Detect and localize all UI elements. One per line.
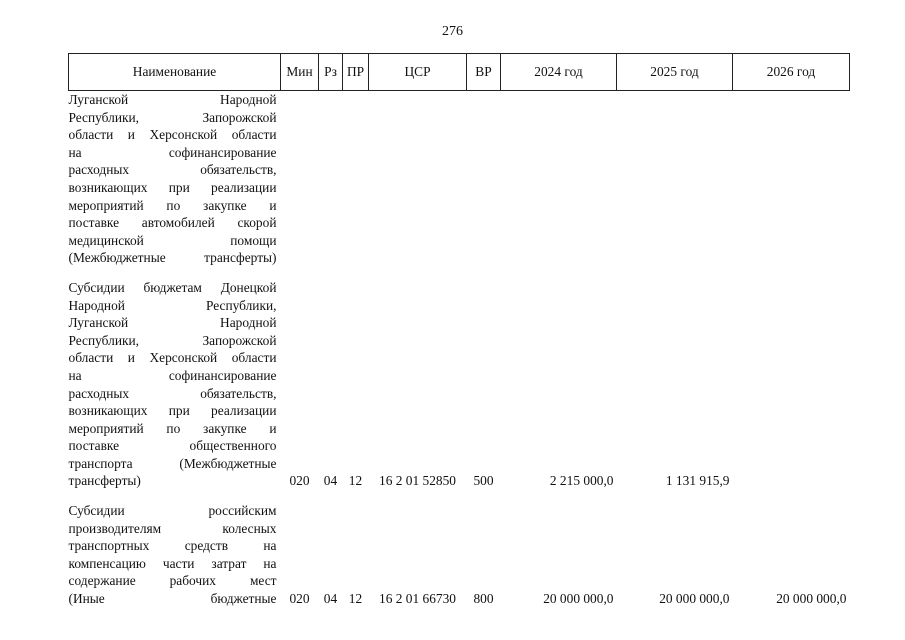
row-name-line: области и Херсонской области [68, 350, 277, 366]
row-name-line: поставке общественного [68, 438, 277, 454]
table-row [69, 502, 850, 608]
row-spacer [69, 267, 850, 279]
col-header-rz: Рз [319, 54, 343, 91]
col-header-2025: 2025 год [617, 54, 733, 91]
cell-2025: 20 000 000,0 [659, 591, 730, 607]
cell-2024: 2 215 000,0 [549, 473, 614, 489]
cell-2025 [617, 91, 733, 267]
row-name-line: возникающих при реализации [68, 179, 277, 195]
row-name-line: (Межбюджетные трансферты) [68, 250, 277, 266]
cell-pr [343, 91, 369, 267]
table-header-row [69, 54, 850, 91]
row-name-line: Луганской Народной [68, 315, 277, 331]
row-name-line: расходных обязательств, [68, 385, 277, 401]
row-name-line: транспорта (Межбюджетные [68, 455, 277, 471]
row-name-line: компенсацию части затрат на [68, 555, 277, 571]
row-name-line: Луганской Народной [68, 92, 277, 107]
row-name-line: транспортных средств на [68, 538, 277, 554]
table-row [69, 279, 850, 490]
cell-2026 [733, 279, 850, 490]
row-name [69, 279, 281, 490]
col-header-2026: 2026 год [733, 54, 850, 91]
cell-min [281, 91, 319, 267]
cell-rz: 04 [323, 591, 338, 607]
cell-vr: 800 [473, 591, 494, 607]
row-name-line: содержание рабочих мест [68, 573, 277, 589]
row-name-line: Народной Республики, [68, 297, 277, 313]
row-name-line: области и Херсонской области [68, 127, 277, 143]
row-name-line: мероприятий по закупке и [68, 420, 277, 436]
row-spacer [69, 490, 850, 502]
cell-csr [369, 91, 467, 267]
row-name-line: расходных обязательств, [68, 162, 277, 178]
cell-csr: 16 2 01 52850 [379, 473, 456, 489]
row-name [69, 502, 281, 608]
cell-2024 [501, 91, 617, 267]
row-name [69, 91, 281, 267]
cell-2024: 20 000 000,0 [543, 591, 614, 607]
col-header-pr: ПР [343, 54, 369, 91]
cell-pr: 12 [348, 473, 363, 489]
col-header-csr: ЦСР [369, 54, 467, 91]
row-name-line: (Иные бюджетные [68, 591, 277, 607]
row-name-line: Республики, Запорожской [68, 109, 277, 125]
cell-rz [319, 91, 343, 267]
cell-min: 020 [289, 473, 310, 489]
row-name-line: мероприятий по закупке и [68, 197, 277, 213]
cell-2025: 1 131 915,9 [665, 473, 730, 489]
row-name-line: поставке автомобилей скорой [68, 215, 277, 231]
cell-2026: 20 000 000,0 [776, 591, 847, 607]
row-name-line: трансферты) [68, 473, 141, 489]
cell-vr [467, 91, 501, 267]
col-header-name: Наименование [69, 54, 281, 91]
cell-csr: 16 2 01 66730 [379, 591, 456, 607]
row-name-line: медицинской помощи [68, 232, 277, 248]
cell-pr: 12 [348, 591, 363, 607]
col-header-vr: ВР [467, 54, 501, 91]
cell-rz: 04 [323, 473, 338, 489]
table-row [69, 91, 850, 267]
page-number: 276 [442, 24, 463, 39]
row-name-line: Субсидии бюджетам Донецкой [68, 279, 277, 295]
cell-2026 [733, 91, 850, 267]
col-header-min: Мин [281, 54, 319, 91]
row-name-line: производителям колесных [68, 520, 277, 536]
cell-vr: 500 [473, 473, 494, 489]
row-name-line: на софинансирование [68, 367, 277, 383]
budget-table [68, 53, 850, 608]
row-name-line: возникающих при реализации [68, 403, 277, 419]
cell-min: 020 [289, 591, 310, 607]
row-name-line: Республики, Запорожской [68, 332, 277, 348]
row-name-line: Субсидии российским [68, 503, 277, 519]
col-header-2024: 2024 год [501, 54, 617, 91]
row-name-line: на софинансирование [68, 144, 277, 160]
